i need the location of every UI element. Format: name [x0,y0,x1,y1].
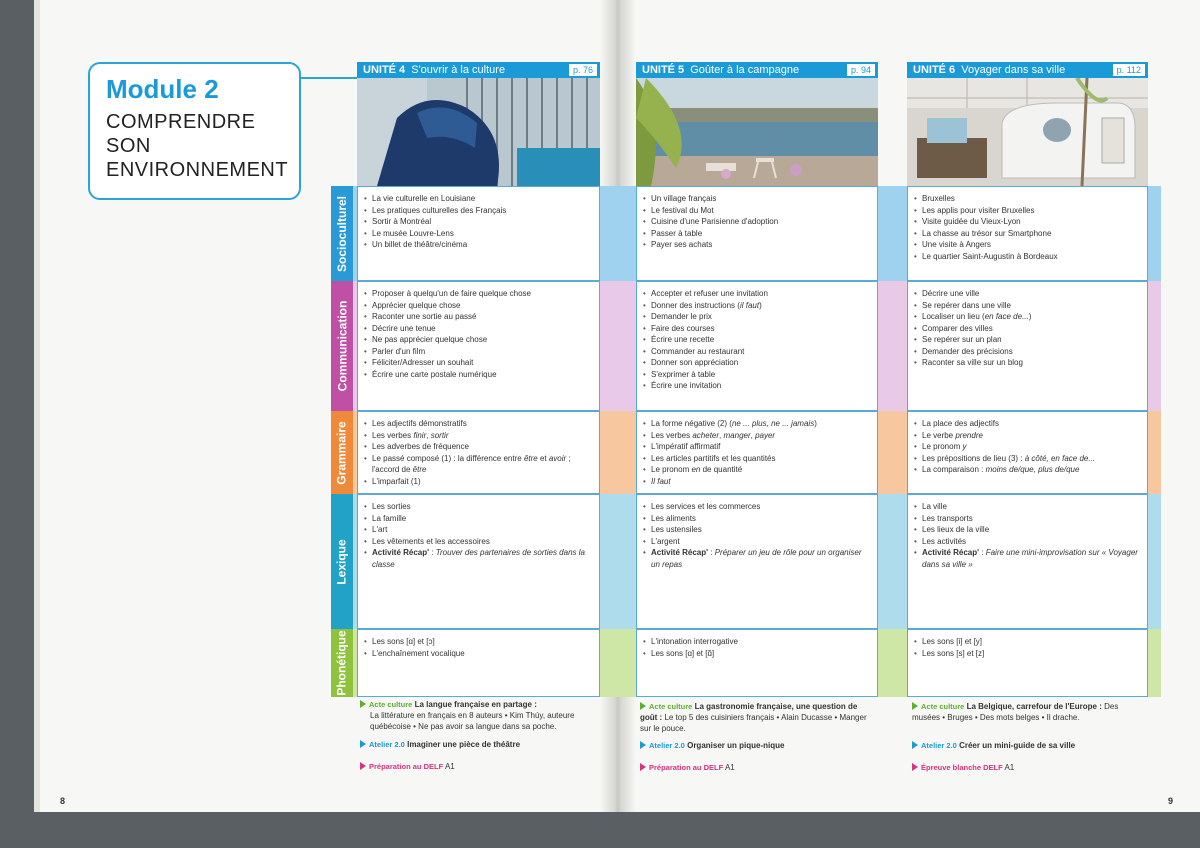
list-item: • Les verbes acheter, manger, payer [651,430,871,442]
unit-title: S'ouvrir à la culture [411,64,506,76]
list-item: • Un village français [651,193,871,205]
list-item: • Commander au restaurant [651,346,871,358]
list-item: • Écrire une recette [651,334,871,346]
acte-culture-content: Des musées • Bruges • Des mots belges • Il drache. [912,702,1119,722]
list-item: • Les articles partitifs et les quantités [651,453,871,465]
unit-5-lexique-cell [636,494,878,629]
unit-title: Goûter à la campagne [690,64,800,76]
unit-4-acte-culture [360,699,600,732]
unit-6-communication-cell [907,281,1148,411]
triangle-icon [640,741,646,749]
delf-label: Épreuve blanche DELF [921,763,1003,772]
list-item: • Raconter une sortie au passé [372,311,593,323]
delf-level: A1 [444,762,455,771]
delf-label: Préparation au DELF [369,762,444,771]
atelier-label: Atelier 2.0 [921,741,957,750]
list-item: • Sortir à Montréal [372,216,593,228]
list-item: • Écrire une carte postale numérique [372,369,593,381]
list-item: • L'imparfait (1) [372,476,593,488]
triangle-icon [360,762,366,770]
unit-5-photo [636,78,878,186]
unit-6-photo [907,78,1148,186]
list-item: • Féliciter/Adresser un souhait [372,357,593,369]
unit-page-ref: p. 112 [1113,64,1145,76]
list-item: • Se repérer dans une ville [922,300,1141,312]
unit-5-atelier [640,740,872,751]
list-item: • Visite guidée du Vieux-Lyon [922,216,1141,228]
acte-culture-content: Le top 5 des cuisiniers français • Alain Ducasse • Manger sur le pouce. [640,713,867,733]
list-item: • Proposer à quelqu'un de faire quelque chose [372,288,593,300]
category-lexique: Lexique [331,494,353,629]
atelier-title: Créer un mini-guide de sa ville [959,741,1076,750]
list-item: • Activité Récap' : Faire une mini-improvisation sur « Voyager dans sa ville » [922,547,1141,570]
list-item: • Faire des courses [651,323,871,335]
list-item: • Un billet de théâtre/cinéma [372,239,593,251]
unit-6-delf [912,762,1148,773]
list-item: • Se repérer sur un plan [922,334,1141,346]
unit-6-socioculturel-cell [907,186,1148,281]
unit-6-acte-culture [912,701,1148,723]
list-item: • La vie culturelle en Louisiane [372,193,593,205]
list-item: • Les sons [i] et [y] [922,636,1141,648]
list-item: • Le musée Louvre-Lens [372,228,593,240]
list-item: • Apprécier quelque chose [372,300,593,312]
list-item: • Écrire une invitation [651,380,871,392]
acte-culture-content: La littérature en français en 8 auteurs • Kim Thúy, auteure québécoise • Ne pas avoir sa langue dans sa poche. [370,711,575,731]
unit-5-communication-cell [636,281,878,411]
category-communication: Communication [331,281,353,411]
list-item: • Parler d'un film [372,346,593,358]
list-item: • Les sorties [372,501,593,513]
list-item: • S'exprimer à table [651,369,871,381]
category-socioculturel: Socioculturel [331,186,353,281]
module-connector-line [301,77,357,79]
triangle-icon [360,740,366,748]
unit-header [907,62,1148,78]
unit-page-ref: p. 94 [847,64,875,76]
list-item: • Raconter sa ville sur un blog [922,357,1141,369]
atelier-label: Atelier 2.0 [649,741,685,750]
atelier-label: Atelier 2.0 [369,740,405,749]
list-item: • Les aliments [651,513,871,525]
triangle-icon [360,700,366,708]
unit-5-socioculturel-cell [636,186,878,281]
unit-5-phonetique-cell [636,629,878,697]
list-item: • Les prépositions de lieu (3) : à côté, en face de... [922,453,1141,465]
list-item: • Activité Récap' : Trouver des partenaires de sorties dans la classe [372,547,593,570]
unit-4-lexique-cell [357,494,600,629]
module-subtitle [106,110,289,182]
unit-4-communication-cell [357,281,600,411]
list-item: • Cuisine d'une Parisienne d'adoption [651,216,871,228]
list-item: • L'intonation interrogative [651,636,871,648]
acte-culture-label: Acte culture [649,702,693,711]
list-item: • Le pronom y [922,441,1141,453]
list-item: • Passer à table [651,228,871,240]
list-item: • Décrire une tenue [372,323,593,335]
list-item: • Payer ses achats [651,239,871,251]
list-item: • Les transports [922,513,1141,525]
list-item: • La comparaison : moins de/que, plus de/que [922,464,1141,476]
triangle-icon [912,763,918,771]
acte-culture-label: Acte culture [369,700,413,709]
triangle-icon [912,741,918,749]
acte-culture-label: Acte culture [921,702,965,711]
list-item: • Les ustensiles [651,524,871,536]
list-item: • Les sons [ɑ] et [ɔ] [372,636,593,648]
list-item: • Il faut [651,476,871,488]
unit-4-phonetique-cell [357,629,600,697]
list-item: • La chasse au trésor sur Smartphone [922,228,1141,240]
atelier-title: Imaginer une pièce de théâtre [407,740,521,749]
unit-6-column [907,62,1148,186]
list-item: • Bruxelles [922,193,1141,205]
list-item: • Comparer des villes [922,323,1141,335]
category-grammaire: Grammaire [331,411,353,494]
triangle-icon [640,763,646,771]
list-item: • L'art [372,524,593,536]
triangle-icon [912,702,918,710]
delf-level: A1 [1004,763,1015,772]
unit-page-ref: p. 76 [569,64,597,76]
list-item: • Les verbes finir, sortir [372,430,593,442]
unit-5-delf [640,762,872,773]
delf-level: A1 [724,763,735,772]
page-number-right: 9 [1168,796,1174,806]
list-item: • Demander le prix [651,311,871,323]
list-item: • Le passé composé (1) : la différence entre être et avoir ; l'accord de être [372,453,593,476]
list-item: • La forme négative (2) (ne ... plus, ne ... jamais) [651,418,871,430]
module-subtitle-line: COMPRENDRE [106,111,256,133]
list-item: • Donner son appréciation [651,357,871,369]
list-item: • Décrire une ville [922,288,1141,300]
list-item: • La famille [372,513,593,525]
page-number-left: 8 [60,796,66,806]
unit-6-lexique-cell [907,494,1148,629]
module-subtitle-line: ENVIRONNEMENT [106,159,289,181]
list-item: • Les adverbes de fréquence [372,441,593,453]
category-phonetique: Phonétique [331,629,353,697]
list-item: • Demander des précisions [922,346,1141,358]
module-title: Module 2 [106,74,219,104]
list-item: • Activité Récap' : Préparer un jeu de rôle pour un organiser un repas [651,547,871,570]
list-item: • Les vêtements et les accessoires [372,536,593,548]
list-item: • Les pratiques culturelles des Français [372,205,593,217]
unit-6-grammaire-cell [907,411,1148,494]
unit-6-phonetique-cell [907,629,1148,697]
unit-header [357,62,600,78]
list-item: • L'impératif affirmatif [651,441,871,453]
list-item: • Le quartier Saint-Augustin à Bordeaux [922,251,1141,263]
unit-label: UNITÉ 4 [363,64,406,76]
unit-5-acte-culture [640,701,872,734]
list-item: • Les adjectifs démonstratifs [372,418,593,430]
list-item: • Les services et les commerces [651,501,871,513]
list-item: • Le verbe prendre [922,430,1141,442]
list-item: • Une visite à Angers [922,239,1141,251]
list-item: • Accepter et refuser une invitation [651,288,871,300]
unit-4-grammaire-cell [357,411,600,494]
list-item: • Les lieux de la ville [922,524,1141,536]
module-subtitle-line: SON [106,135,151,157]
acte-culture-title: La gastronomie française, une question de goût : [640,702,858,722]
unit-5-grammaire-cell [636,411,878,494]
unit-label: UNITÉ 6 [913,64,956,76]
unit-label: UNITÉ 5 [642,64,685,76]
list-item: • La place des adjectifs [922,418,1141,430]
list-item: • Le festival du Mot [651,205,871,217]
list-item: • Les sons [ɑ] et [ɑ̃] [651,648,871,660]
unit-5-column [636,62,878,186]
list-item: • Donner des instructions (il faut) [651,300,871,312]
unit-4-socioculturel-cell [357,186,600,281]
unit-title: Voyager dans sa ville [961,64,1066,76]
page-edge [34,0,40,812]
unit-4-column [357,62,600,186]
list-item: • Les applis pour visiter Bruxelles [922,205,1141,217]
unit-6-atelier [912,740,1148,751]
unit-4-delf [360,761,600,772]
list-item: • Localiser un lieu (en face de...) [922,311,1141,323]
list-item: • Le pronom en de quantité [651,464,871,476]
acte-culture-title: La Belgique, carrefour de l'Europe : [966,702,1102,711]
list-item: • L'argent [651,536,871,548]
module-box [88,62,301,200]
atelier-title: Organiser un pique-nique [687,741,785,750]
list-item: • Les activités [922,536,1141,548]
list-item: • L'enchaînement vocalique [372,648,593,660]
list-item: • La ville [922,501,1141,513]
unit-header [636,62,878,78]
unit-4-photo [357,78,600,186]
list-item: • Les sons [s] et [z] [922,648,1141,660]
triangle-icon [640,702,646,710]
acte-culture-title: La langue française en partage : [414,700,537,709]
delf-label: Préparation au DELF [649,763,724,772]
unit-4-atelier [360,739,600,750]
list-item: • Ne pas apprécier quelque chose [372,334,593,346]
